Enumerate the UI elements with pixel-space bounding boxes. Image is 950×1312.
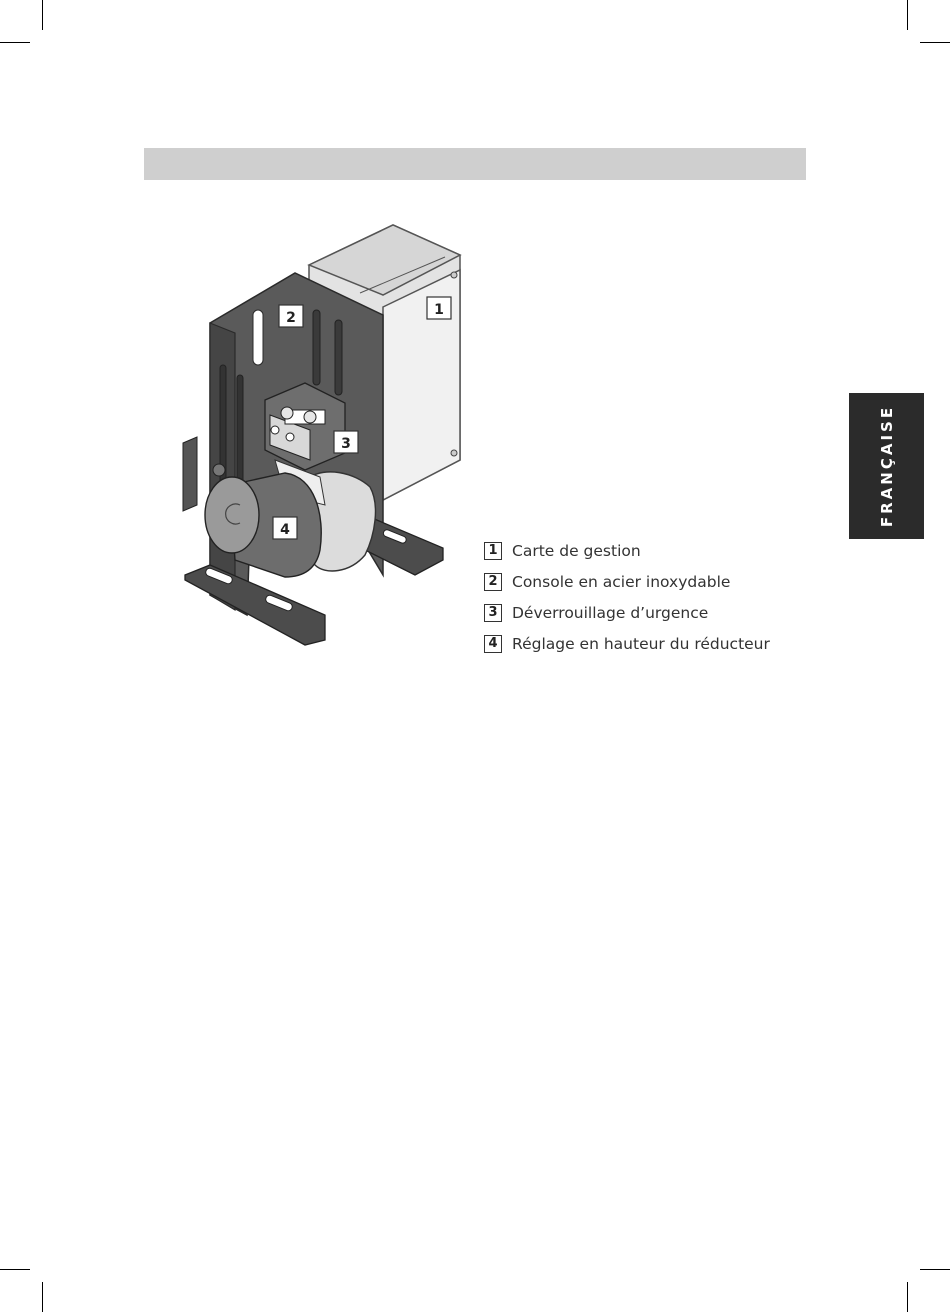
crop-mark: [920, 1269, 950, 1270]
svg-text:1: 1: [434, 302, 444, 318]
legend-label: Carte de gestion: [512, 541, 641, 560]
svg-text:4: 4: [280, 522, 290, 538]
crop-mark: [42, 0, 43, 30]
crop-mark: [42, 1282, 43, 1312]
legend-label: Console en acier inoxydable: [512, 572, 731, 591]
legend-item: [484, 535, 814, 566]
callout-4: [273, 517, 297, 539]
crop-mark: [0, 1269, 30, 1270]
language-tab-label: FRANÇAISE: [877, 404, 896, 528]
crop-mark: [907, 1282, 908, 1312]
legend-number: 4: [484, 635, 502, 653]
callout-1: [427, 297, 451, 319]
section-header-bar: [144, 148, 806, 180]
legend-number: 2: [484, 573, 502, 591]
legend: [484, 535, 814, 659]
crop-mark: [907, 0, 908, 30]
crop-mark: [0, 42, 30, 43]
callout-3: [334, 431, 358, 453]
legend-label: Réglage en hauteur du réducteur: [512, 634, 770, 653]
legend-number: 1: [484, 542, 502, 560]
legend-label: Déverrouillage d’urgence: [512, 603, 709, 622]
callout-2: [279, 305, 303, 327]
legend-item: [484, 566, 814, 597]
legend-item: [484, 628, 814, 659]
legend-item: [484, 597, 814, 628]
svg-text:2: 2: [286, 310, 296, 326]
language-tab: [849, 393, 924, 539]
gear-motor-illustration: [175, 215, 475, 660]
legend-number: 3: [484, 604, 502, 622]
crop-mark: [920, 42, 950, 43]
svg-text:3: 3: [341, 436, 351, 452]
